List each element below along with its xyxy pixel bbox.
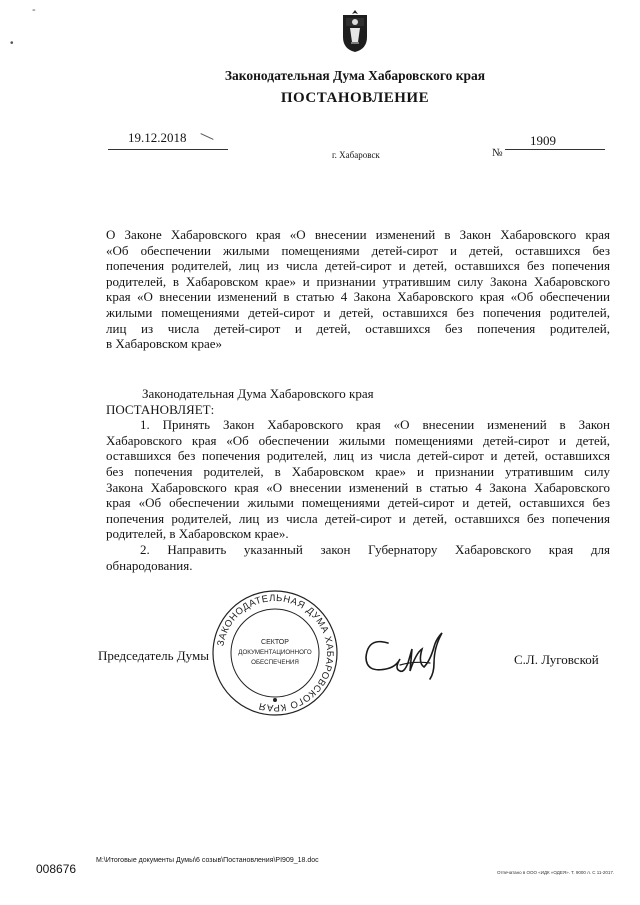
document-date: 19.12.2018 <box>128 130 187 145</box>
item-1-line: Закона Хабаровского края «О внесении изменений в статью 4 Закона Хабаровского <box>106 479 610 495</box>
number-underline <box>505 149 605 150</box>
title-line: попечения родителей, лиц из числа детей-сирот и детей, оставшихся без попечения <box>106 258 610 274</box>
item-1-line: края «Об обеспечении жилыми помещениями детей-сирот и детей, оставшихся без <box>106 495 610 511</box>
organization-name: Законодательная Дума Хабаровского края <box>224 68 486 83</box>
title-line: жилыми помещениями детей-сирот и детей, оставшихся без попечения родителей, <box>106 304 610 320</box>
document-type: ПОСТАНОВЛЕНИЕ <box>280 90 430 106</box>
official-stamp <box>210 588 340 718</box>
registration-number: 008676 <box>36 862 77 876</box>
coat-of-arms-emblem <box>340 8 370 54</box>
stamp-center-line: СЕКТОР <box>261 639 289 646</box>
file-path: M:\Итоговые документы Думы\6 созыв\Постановления\PI909_18.doc <box>96 857 319 864</box>
title-line: «Об обеспечении жилыми помещениями детей-сирот и детей, оставшихся без <box>106 242 610 258</box>
signatory-name: С.Л. Луговской <box>514 652 599 667</box>
document-title <box>106 227 610 352</box>
item-1-line: оставшихся без попечения родителей, лиц из числа детей-сирот и детей, оставшихся <box>106 448 610 464</box>
stamp-ring-text: ЗАКОНОДАТЕЛЬНАЯ ДУМА ХАБАРОВСКОГО КРАЯ <box>215 592 336 714</box>
document-number: 1909 <box>530 133 556 148</box>
title-line: края «О внесении изменений в статью 4 Закона Хабаровского края «Об обеспечении <box>106 289 610 305</box>
scan-mark: - <box>32 4 36 16</box>
title-line: в Хабаровском крае» <box>106 336 223 352</box>
scan-mark: • <box>10 38 14 49</box>
resolution-body <box>106 386 610 573</box>
intro-line: Законодательная Дума Хабаровского края <box>142 386 374 401</box>
item-1-line: родителей, в Хабаровском крае». <box>106 526 289 542</box>
date-underline <box>108 149 228 150</box>
item-1-line: без попечения родителей, в Хабаровском крае» и признании утратившим силу <box>106 463 610 479</box>
title-line: родителей, в Хабаровском крае» и признании утратившим силу Закона Хабаровского <box>106 273 610 289</box>
stamp-center-line: ДОКУМЕНТАЦИОННОГО <box>238 649 312 656</box>
title-line: О Законе Хабаровского края «О внесении изменений в Закон Хабаровского края <box>106 227 610 242</box>
city-label: г. Хабаровск <box>332 150 380 160</box>
printer-note: Отпечатано в ООО «ИДК «ОДЕЯ». Т. 9000 л. С 11-2017. <box>497 870 615 875</box>
number-sign: № <box>492 147 503 159</box>
item-2-line: обнародования. <box>106 557 193 573</box>
signatory-title: Председатель Думы <box>98 648 209 663</box>
title-line: лиц из числа детей-сирот и детей, оставшихся без попечения родителей, <box>106 320 610 336</box>
handwritten-tick <box>200 133 213 140</box>
item-1-line: 1. Принять Закон Хабаровского края «О внесении изменений в Закон <box>140 417 610 433</box>
item-2-line: 2. Направить указанный закон Губернатору Хабаровского края для <box>140 541 610 557</box>
item-1-line: попечения родителей, лиц из числа детей-сирот и детей, оставшихся без попечения <box>106 510 610 526</box>
item-1-line: Хабаровского края «Об обеспечении жилыми помещениями детей-сирот и детей, <box>106 432 610 448</box>
resolves-line: ПОСТАНОВЛЯЕТ: <box>106 401 215 417</box>
handwritten-signature <box>360 625 450 685</box>
stamp-center-line: ОБЕСПЕЧЕНИЯ <box>251 659 299 666</box>
